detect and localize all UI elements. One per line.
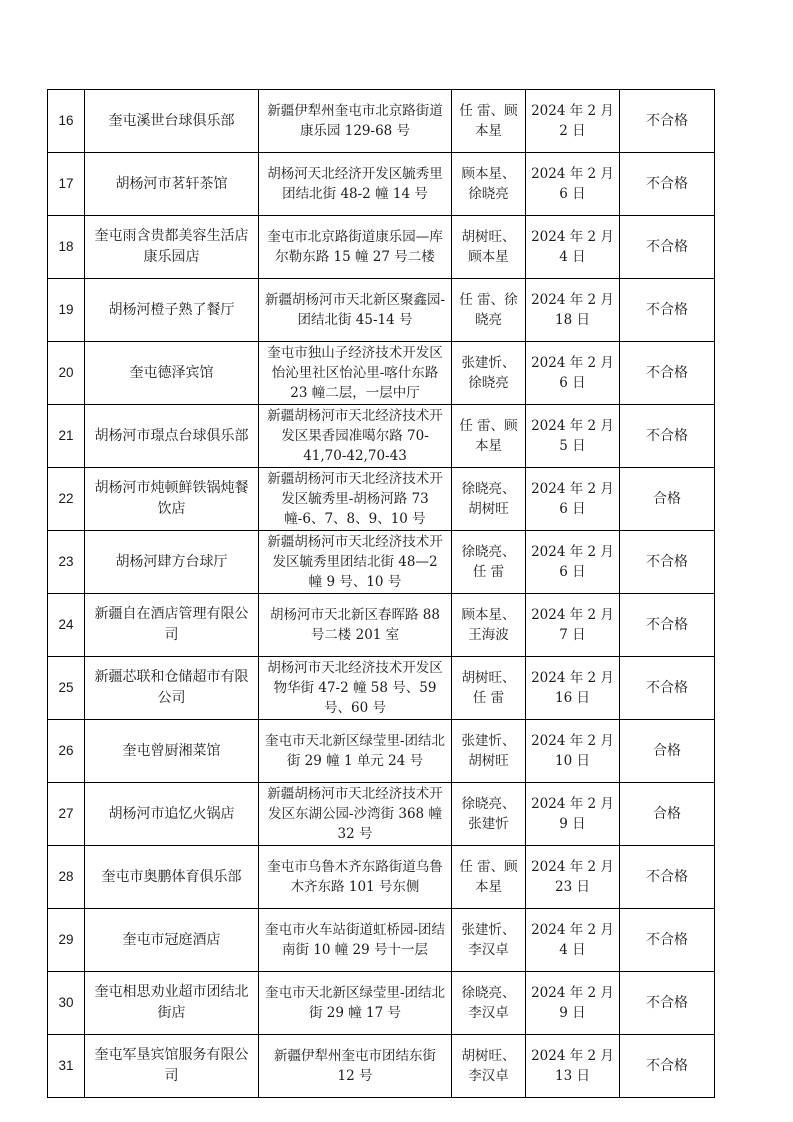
inspection-date: 2024 年 2 月 13 日: [526, 1035, 620, 1098]
inspection-result: 不合格: [620, 90, 715, 153]
inspection-date: 2024 年 2 月 4 日: [526, 216, 620, 279]
inspection-result: 不合格: [620, 342, 715, 405]
inspectors: 胡树旺、李汉卓: [452, 1035, 526, 1098]
row-number: 29: [48, 909, 85, 972]
inspectors: 任 雷、顾本星: [452, 846, 526, 909]
business-name: 奎屯德泽宾馆: [85, 342, 259, 405]
inspectors: 胡树旺、任 雷: [452, 657, 526, 720]
inspection-result: 不合格: [620, 657, 715, 720]
table-row: [48, 90, 715, 153]
inspection-result: 不合格: [620, 846, 715, 909]
inspection-results-table: [47, 89, 715, 1098]
row-number: 20: [48, 342, 85, 405]
business-address: 新疆胡杨河市天北经济技术开发区毓秀里-胡杨河路 73 幢-6、7、8、9、10 号: [259, 468, 452, 531]
inspection-date: 2024 年 2 月 10 日: [526, 720, 620, 783]
table-row: [48, 594, 715, 657]
table-row: [48, 531, 715, 594]
inspection-result: 不合格: [620, 405, 715, 468]
business-address: 奎屯市天北新区绿莹里-团结北街 29 幢 1 单元 24 号: [259, 720, 452, 783]
inspection-date: 2024 年 2 月 6 日: [526, 342, 620, 405]
inspection-result: 不合格: [620, 909, 715, 972]
inspectors: 顾本星、王海波: [452, 594, 526, 657]
business-address: 新疆胡杨河市天北经济技术开发区东湖公园-沙湾街 368 幢 32 号: [259, 783, 452, 846]
inspection-date: 2024 年 2 月 18 日: [526, 279, 620, 342]
inspection-result: 不合格: [620, 216, 715, 279]
table-row: [48, 279, 715, 342]
business-name: 奎屯相思劝业超市团结北街店: [85, 972, 259, 1035]
row-number: 21: [48, 405, 85, 468]
business-address: 胡杨河市天北新区春晖路 88 号二楼 201 室: [259, 594, 452, 657]
row-number: 26: [48, 720, 85, 783]
row-number: 18: [48, 216, 85, 279]
table-row: [48, 1035, 715, 1098]
row-number: 16: [48, 90, 85, 153]
row-number: 19: [48, 279, 85, 342]
business-name: 胡杨河橙子熟了餐厅: [85, 279, 259, 342]
inspectors: 张建忻、李汉卓: [452, 909, 526, 972]
table-row: [48, 657, 715, 720]
table-row: [48, 783, 715, 846]
row-number: 25: [48, 657, 85, 720]
table-row: [48, 342, 715, 405]
row-number: 23: [48, 531, 85, 594]
inspectors: 徐晓亮、胡树旺: [452, 468, 526, 531]
row-number: 24: [48, 594, 85, 657]
row-number: 28: [48, 846, 85, 909]
inspection-date: 2024 年 2 月 6 日: [526, 153, 620, 216]
business-name: 奎屯曾厨湘菜馆: [85, 720, 259, 783]
business-address: 奎屯市火车站街道虹桥园-团结南街 10 幢 29 号十一层: [259, 909, 452, 972]
inspection-result: 不合格: [620, 972, 715, 1035]
table-row: [48, 972, 715, 1035]
inspection-date: 2024 年 2 月 9 日: [526, 783, 620, 846]
table-row: [48, 720, 715, 783]
business-address: 胡杨河天北经济开发区毓秀里团结北街 48-2 幢 14 号: [259, 153, 452, 216]
inspection-date: 2024 年 2 月 23 日: [526, 846, 620, 909]
business-name: 胡杨河市炖顿鲜铁锅炖餐饮店: [85, 468, 259, 531]
business-name: 胡杨河肆方台球厅: [85, 531, 259, 594]
business-name: 奎屯溪世台球俱乐部: [85, 90, 259, 153]
business-address: 新疆伊犁州奎屯市团结东街 12 号: [259, 1035, 452, 1098]
business-name: 胡杨河市茗轩茶馆: [85, 153, 259, 216]
inspectors: 张建忻、徐晓亮: [452, 342, 526, 405]
row-number: 22: [48, 468, 85, 531]
business-name: 奎屯市奥鹏体育俱乐部: [85, 846, 259, 909]
business-address: 奎屯市天北新区绿莹里-团结北街 29 幢 17 号: [259, 972, 452, 1035]
inspection-result: 不合格: [620, 153, 715, 216]
business-address: 奎屯市独山子经济技术开发区怡沁里社区怡沁里-喀什东路 23 幢二层，一层中厅: [259, 342, 452, 405]
inspection-date: 2024 年 2 月 9 日: [526, 972, 620, 1035]
business-name: 奎屯市冠庭酒店: [85, 909, 259, 972]
inspectors: 张建忻、胡树旺: [452, 720, 526, 783]
inspection-result: 不合格: [620, 1035, 715, 1098]
inspectors: 徐晓亮、张建忻: [452, 783, 526, 846]
inspection-date: 2024 年 2 月 5 日: [526, 405, 620, 468]
table-row: [48, 468, 715, 531]
inspectors: 任 雷、徐晓亮: [452, 279, 526, 342]
business-address: 新疆伊犁州奎屯市北京路街道康乐园 129-68 号: [259, 90, 452, 153]
inspection-date: 2024 年 2 月 2 日: [526, 90, 620, 153]
inspection-result: 合格: [620, 468, 715, 531]
inspection-result: 合格: [620, 783, 715, 846]
table-row: [48, 909, 715, 972]
inspection-date: 2024 年 2 月 4 日: [526, 909, 620, 972]
inspection-result: 不合格: [620, 594, 715, 657]
business-name: 胡杨河市追忆火锅店: [85, 783, 259, 846]
business-name: 新疆芯联和仓储超市有限公司: [85, 657, 259, 720]
inspectors: 任 雷、顾本星: [452, 405, 526, 468]
table-row: [48, 153, 715, 216]
row-number: 17: [48, 153, 85, 216]
inspection-date: 2024 年 2 月 6 日: [526, 468, 620, 531]
table-row: [48, 405, 715, 468]
row-number: 30: [48, 972, 85, 1035]
inspection-date: 2024 年 2 月 7 日: [526, 594, 620, 657]
inspection-result: 不合格: [620, 279, 715, 342]
business-address: 新疆胡杨河市天北经济技术开发区毓秀里团结北街 48—2 幢 9 号、10 号: [259, 531, 452, 594]
inspectors: 徐晓亮、任 雷: [452, 531, 526, 594]
inspection-result: 合格: [620, 720, 715, 783]
business-address: 奎屯市乌鲁木齐东路街道乌鲁木齐东路 101 号东侧: [259, 846, 452, 909]
inspectors: 任 雷、顾本星: [452, 90, 526, 153]
business-name: 奎屯雨含贵都美容生活店康乐园店: [85, 216, 259, 279]
row-number: 31: [48, 1035, 85, 1098]
business-address: 胡杨河市天北经济技术开发区物华街 47-2 幢 58 号、59 号、60 号: [259, 657, 452, 720]
business-address: 新疆胡杨河市天北经济技术开发区果香园准噶尔路 70-41,70-42,70-43: [259, 405, 452, 468]
inspection-date: 2024 年 2 月 16 日: [526, 657, 620, 720]
business-name: 新疆自在酒店管理有限公司: [85, 594, 259, 657]
inspection-date: 2024 年 2 月 6 日: [526, 531, 620, 594]
table-row: [48, 846, 715, 909]
inspectors: 胡树旺、顾本星: [452, 216, 526, 279]
business-address: 新疆胡杨河市天北新区聚鑫园-团结北街 45-14 号: [259, 279, 452, 342]
inspection-result: 不合格: [620, 531, 715, 594]
inspectors: 徐晓亮、李汉卓: [452, 972, 526, 1035]
inspectors: 顾本星、徐晓亮: [452, 153, 526, 216]
row-number: 27: [48, 783, 85, 846]
business-name: 奎屯军垦宾馆服务有限公司: [85, 1035, 259, 1098]
table-row: [48, 216, 715, 279]
business-address: 奎屯市北京路街道康乐园—库尔勒东路 15 幢 27 号二楼: [259, 216, 452, 279]
business-name: 胡杨河市璟点台球俱乐部: [85, 405, 259, 468]
